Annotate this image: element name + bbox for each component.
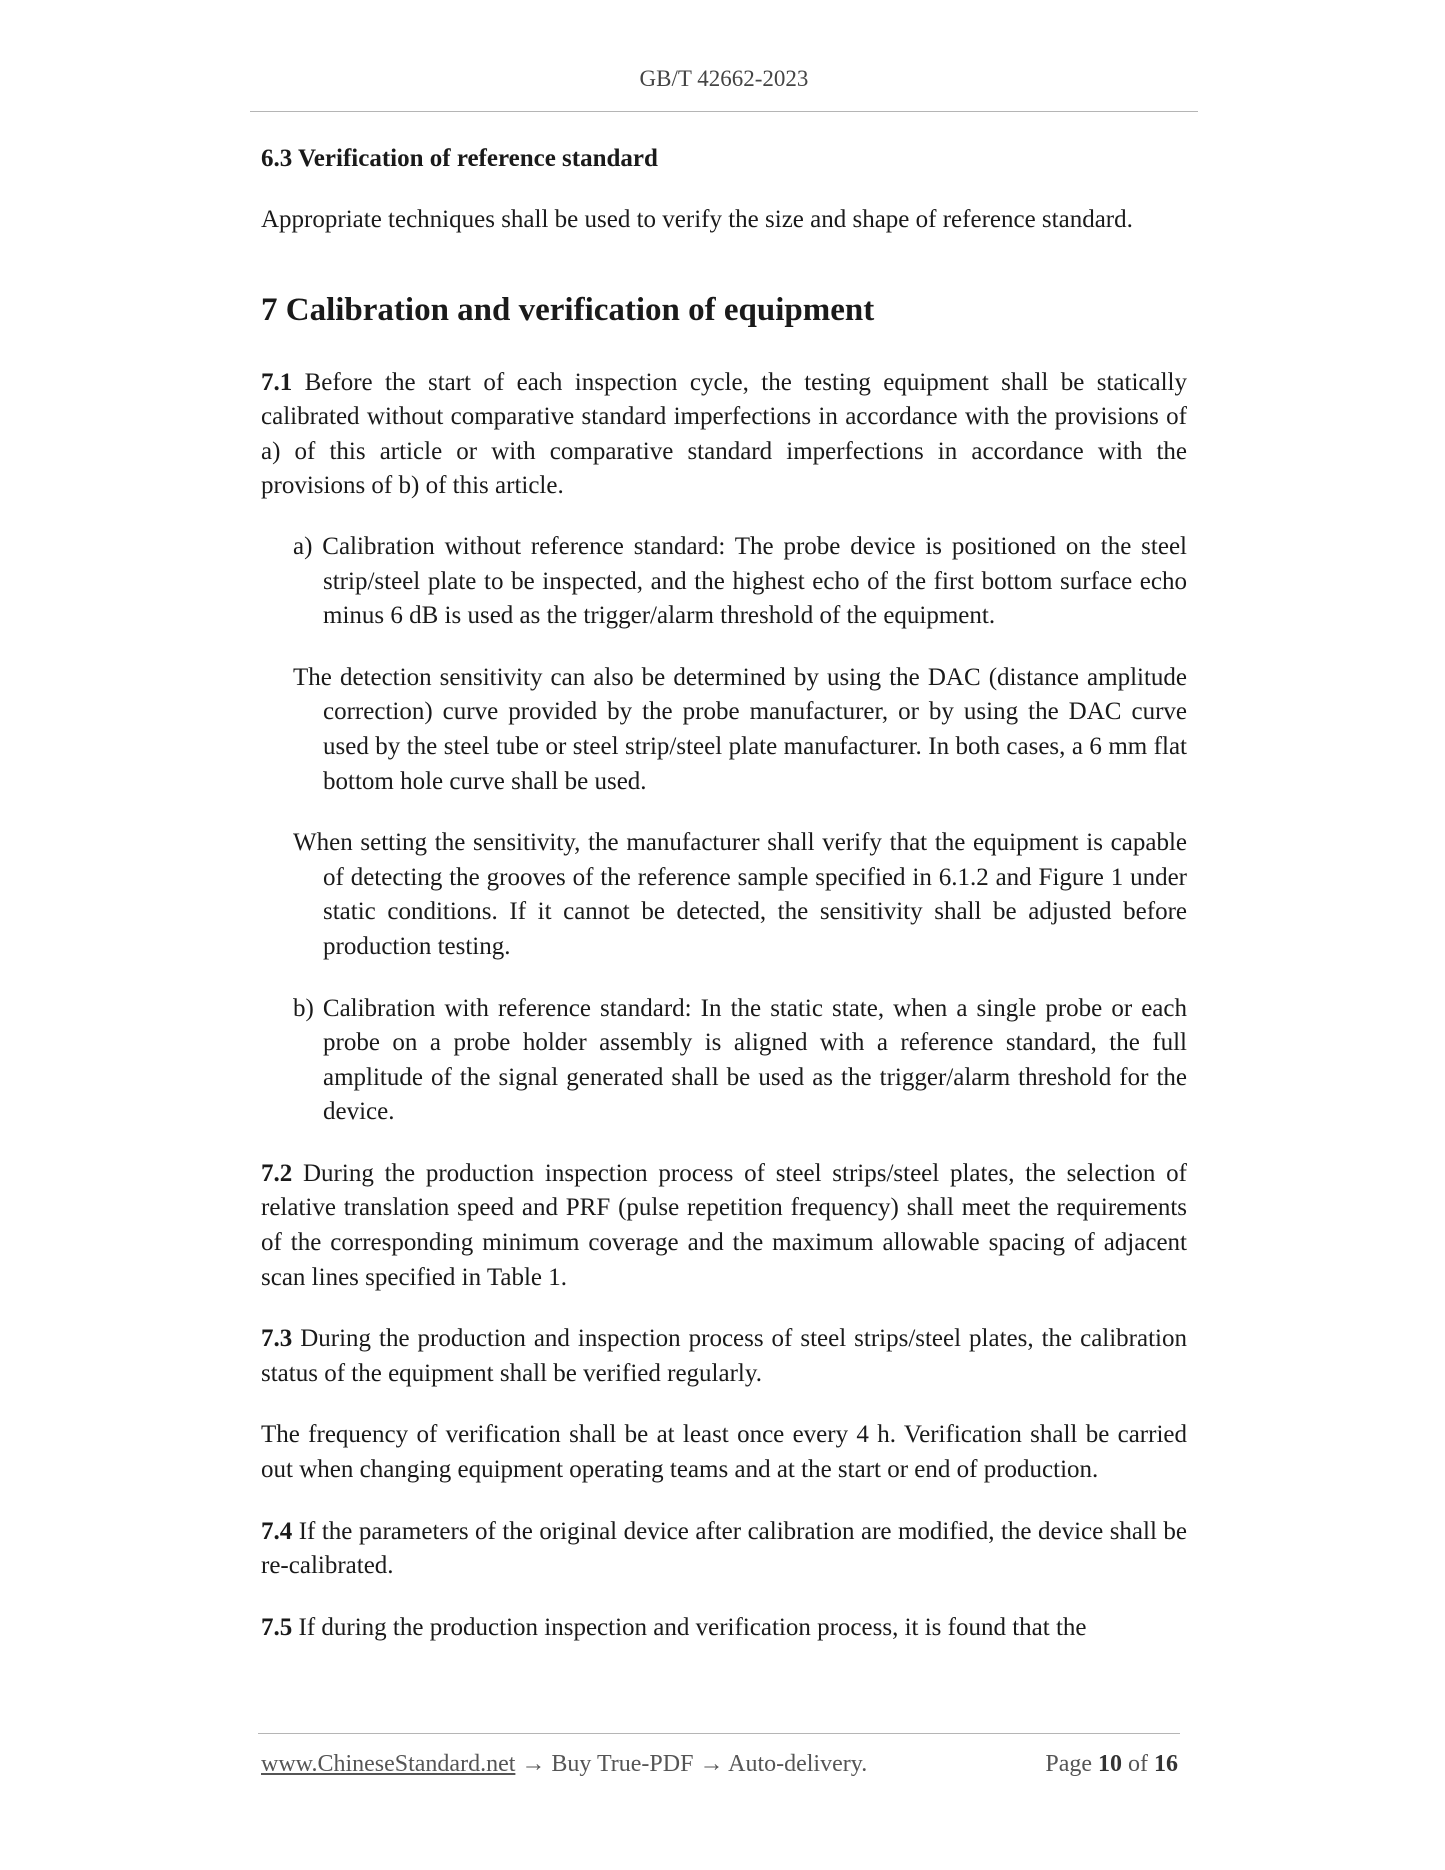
clause-7-5 (261, 1611, 1187, 1646)
footer-promo-text: → Buy True-PDF → Auto-delivery. (515, 1751, 868, 1777)
page-number: 10 (1098, 1751, 1122, 1777)
clause-7-3-number: 7.3 (261, 1325, 293, 1353)
page-content (261, 142, 1187, 1645)
clause-7-5-number: 7.5 (261, 1613, 293, 1641)
clause-7-4 (261, 1515, 1187, 1584)
clause-7-1 (261, 366, 1187, 504)
clause-7-1-item-a: a) Calibration without reference standard: The probe device is positioned on the steel strip/steel plate to be inspected, and the highest echo of the first bottom surface echo minus 6 dB is used as the trigger/alarm threshold of the equipment. (293, 532, 1187, 630)
footer-divider (258, 1733, 1180, 1734)
clause-7-2-number: 7.2 (261, 1159, 293, 1187)
clause-7-1-item-a-dac: The detection sensitivity can also be determined by using the DAC (distance amplitude correction) curve provided by the probe manufacturer, or by using the DAC curve used by the steel tube or steel strip/steel plate manufacturer. In both cases, a 6 mm flat bottom hole curve shall be used. (293, 663, 1187, 795)
clause-7-4-text: If the parameters of the original device after calibration are modified, the device shall be re-calibrated. (261, 1517, 1187, 1580)
footer-promo (261, 1751, 867, 1778)
clause-7-2-text: During the production inspection process of steel strips/steel plates, the selection of relative translation speed and PRF (pulse repetition frequency) shall meet the requirements of the corresponding minimum coverage and the maximum allowable spacing of adjacent scan lines specified in Table 1. (261, 1159, 1187, 1291)
section-6-3-heading: 6.3 Verification of reference standard (261, 145, 658, 172)
section-6-3-text: Appropriate techniques shall be used to verify the size and shape of reference standard. (261, 206, 1133, 233)
page-total: 16 (1154, 1751, 1178, 1777)
header-divider (250, 111, 1198, 112)
section-7-heading: 7 Calibration and verification of equipment (261, 291, 875, 328)
clause-7-3-text: During the production and inspection process of steel strips/steel plates, the calibration status of the equipment shall be verified regularly. (261, 1325, 1187, 1387)
clause-7-1-item-a-sensitivity: When setting the sensitivity, the manufacturer shall verify that the equipment is capable of detecting the grooves of the reference sample specified in 6.1.2 and Figure 1 under static conditions. If it cannot be detected, the sensitivity shall be adjusted before production testing. (293, 829, 1187, 960)
footer-page-indicator (1045, 1751, 1178, 1778)
of-label: of (1128, 1751, 1148, 1777)
footer-site-link[interactable]: www.ChineseStandard.net (261, 1751, 516, 1777)
page-header-doc-code: GB/T 42662-2023 (639, 66, 809, 91)
clause-7-3-frequency: The frequency of verification shall be at least once every 4 h. Verification shall be carried out when changing equipment operating teams and at the start or end of production. (261, 1421, 1187, 1484)
clause-7-4-number: 7.4 (261, 1517, 293, 1545)
clause-7-5-text: If during the production inspection and verification process, it is found that the (292, 1613, 1087, 1641)
clause-7-1-text: Before the start of each inspection cycle, the testing equipment shall be statically calibrated without comparative standard imperfections in accordance with the provisions of a) of this article or with comparative standard imperfections in accordance with the provisions of b) of this article. (261, 368, 1187, 500)
clause-7-1-number: 7.1 (261, 368, 293, 396)
page-label: Page (1045, 1751, 1092, 1777)
clause-7-1-item-b: b) Calibration with reference standard: In the static state, when a single probe or each probe on a probe holder assembly is aligned with a reference standard, the full amplitude of the signal generated shall be used as the trigger/alarm threshold for the device. (293, 994, 1187, 1126)
clause-7-3 (261, 1322, 1187, 1391)
clause-7-2 (261, 1157, 1187, 1295)
